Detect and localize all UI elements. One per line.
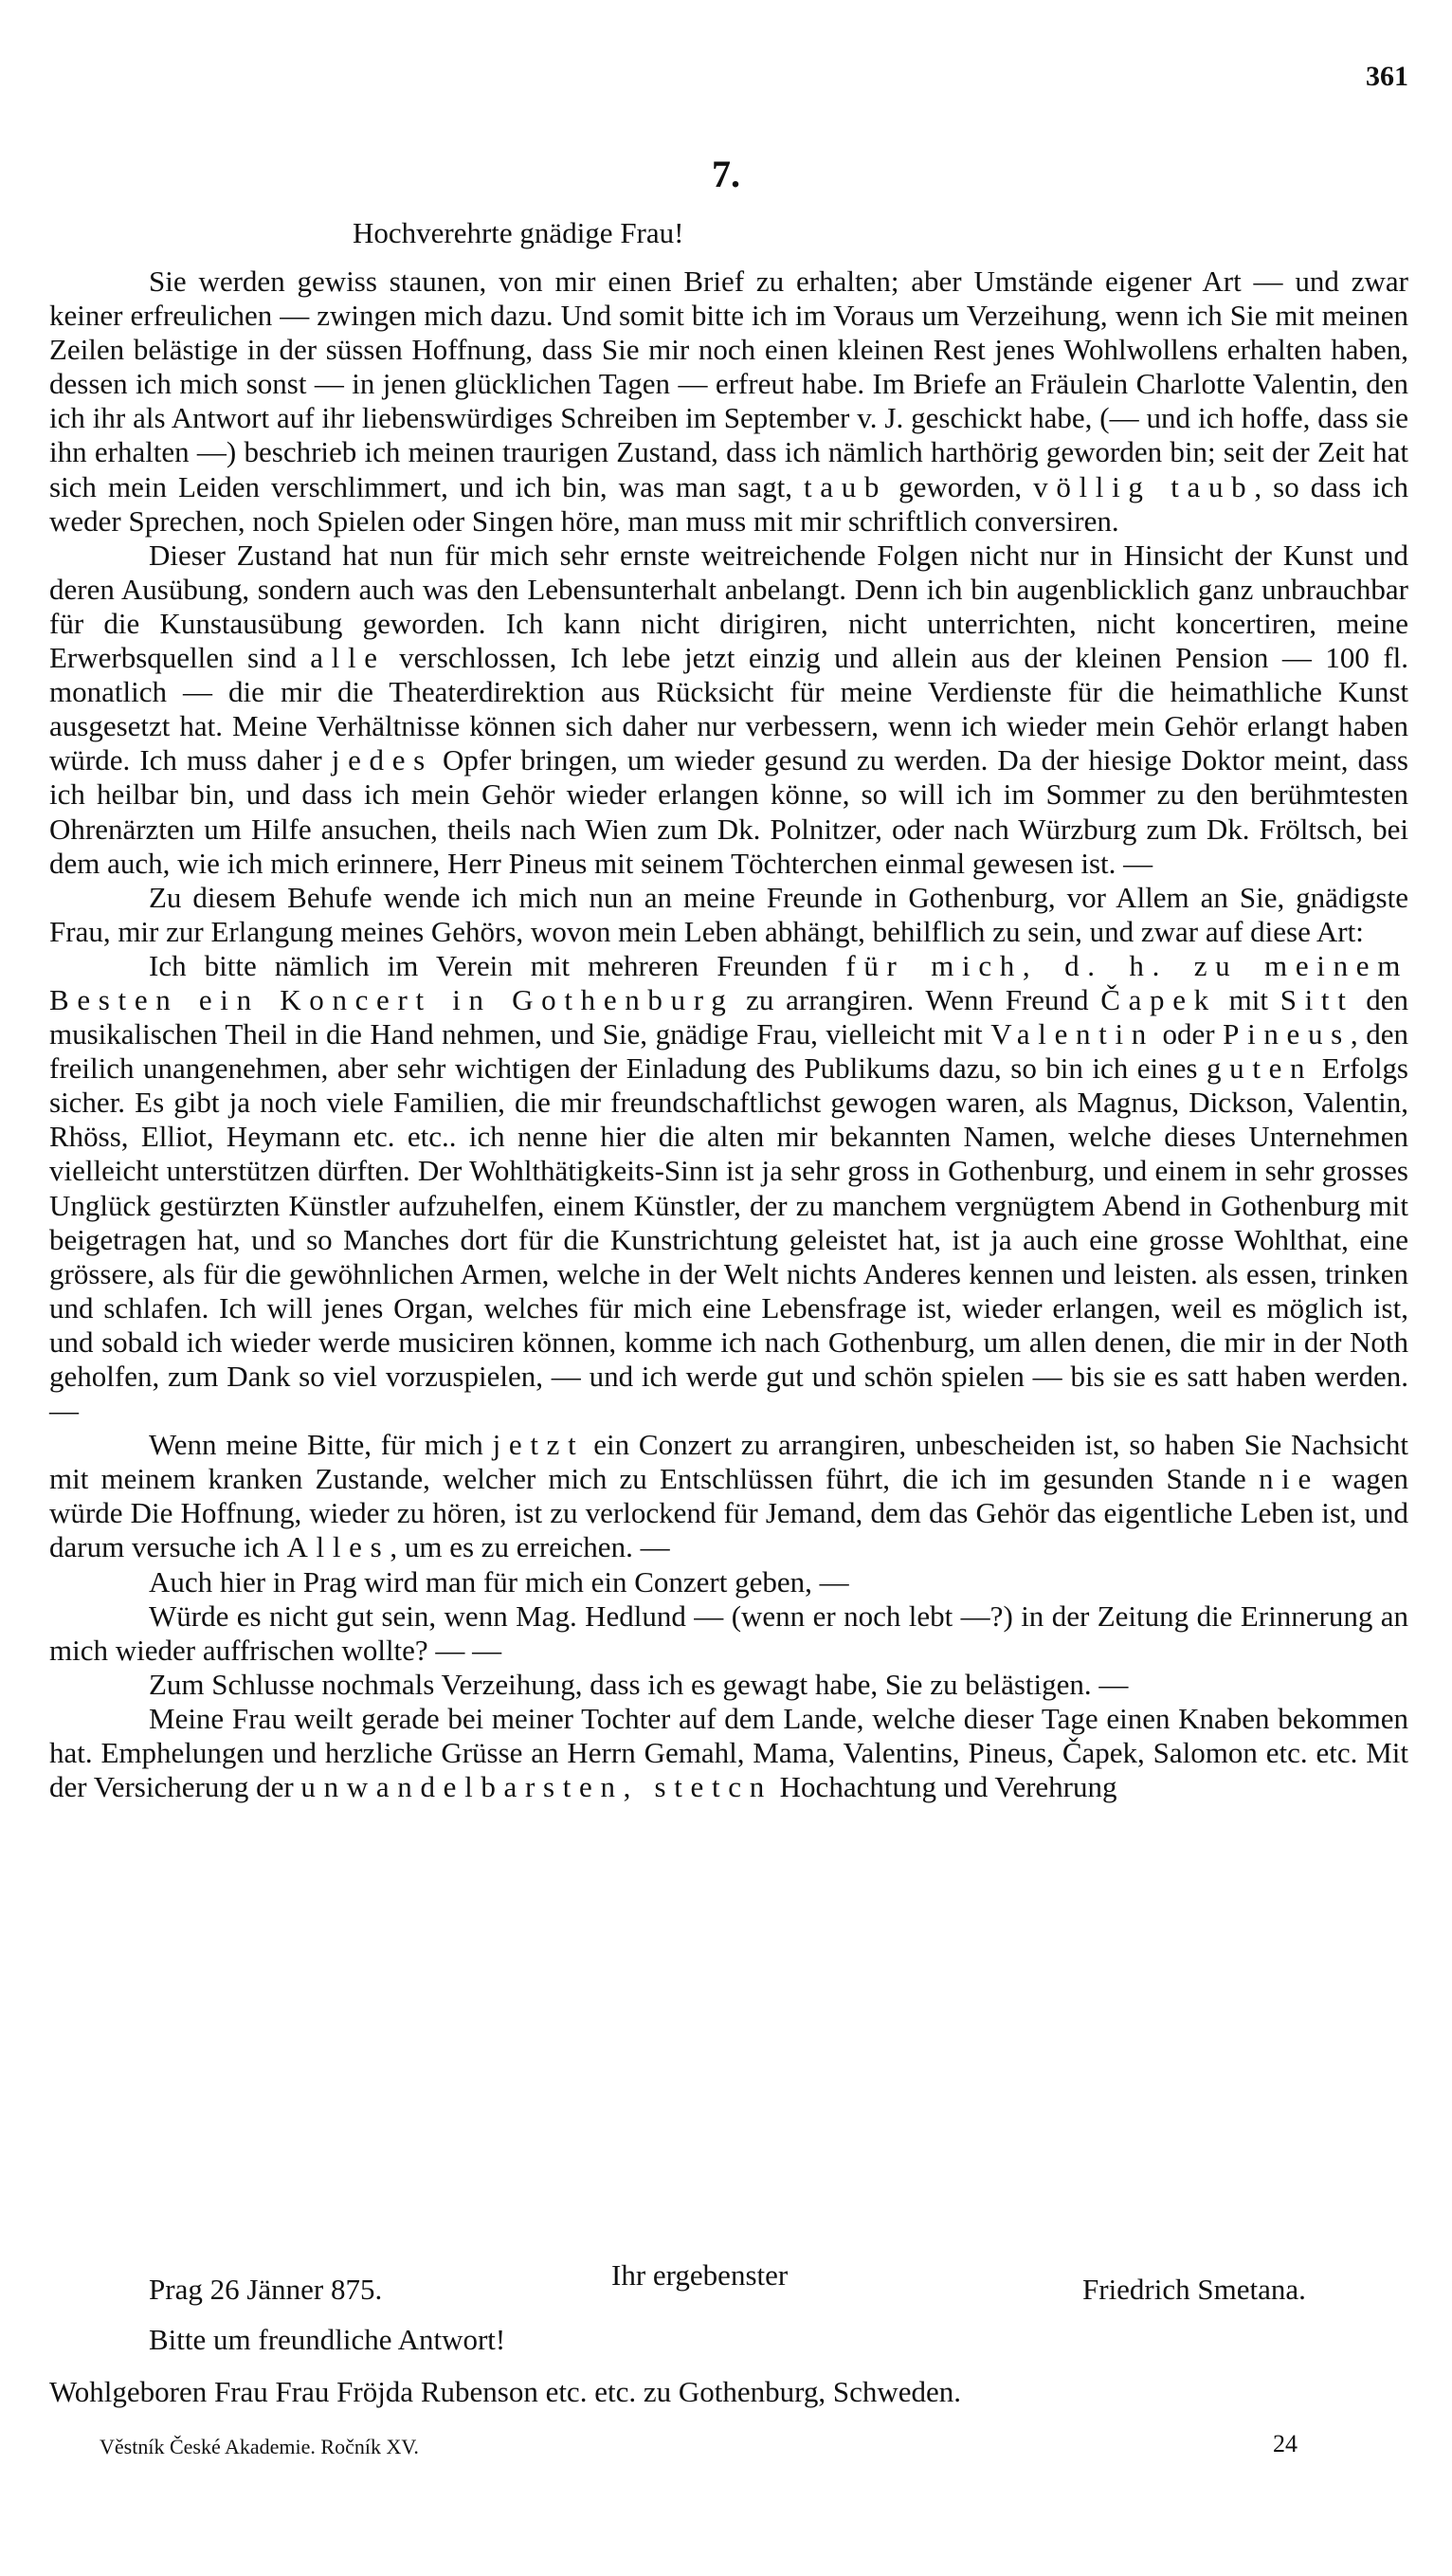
spaced-emphasis: taub — [804, 469, 888, 503]
letter-paragraph — [49, 881, 1408, 949]
text-run: Würde es nicht gut sein, wenn Mag. Hedlund — (wenn er noch lebt —?) in der Zeitung die Erinnerung an mich wieder auffrischen wollte? — — — [49, 1599, 1408, 1667]
text-run: den musikalischen Theil in die Hand nehmen, und Sie, gnädige Frau, vielleicht mit — [49, 982, 1408, 1051]
letter-paragraph — [49, 1565, 1408, 1599]
text-run: Erfolgs sicher. Es gibt ja noch viele Familien, die mir freundschaftlichst gewogen waren, als Magnus, Dickson, Valentin, Rhöss, Elliot, Heymann etc. etc.. ich nenne hier die alten mir bekannten Namen, welche dieses Unternehmen vielleicht unterstützen dürften. Der Wohlthätigkeits-Sinn ist ja sehr gross in Gothenburg, und einem in sehr grosses Unglück gestürzten Künstler aufzuhelfen, einem Künstler, der zu manchem vergnügtem Abend in Gothenburg mit beigetragen hat, und so Manches dort für die Kunstrichtung geleistet hat, ist ja auch eine grosse Wohlthat, eine grössere, als für die gewöhnlichen Armen, welche in der Welt nichts Anderes kennen und leisten. als essen, trinken und schlafen. Ich will jenes Organ, welches für mich eine Lebensfrage ist, wieder erlangen, weil es möglich ist, und sobald ich wieder werde musiciren können, komme ich nach Gothenburg, um allen denen, die mir in der Noth geholfen, zum Dank so viel vorzuspielen, — und ich werde gut und schön spielen — bis sie es satt haben werden. — — [49, 1051, 1408, 1428]
spaced-emphasis: völlig taub — [1033, 469, 1255, 503]
letter-paragraph — [49, 539, 1408, 881]
spaced-emphasis: Čapek — [1100, 982, 1217, 1016]
text-run: geworden, — [887, 469, 1034, 503]
text-run: wagen würde Die Hoffnung, wieder zu hören, ist zu verlockend für Jemand, dem das Gehör das eigentliche Leben ist, und darum versuche ich — [49, 1462, 1409, 1564]
letter-paragraph — [49, 1428, 1408, 1564]
spaced-emphasis: jetzt — [492, 1428, 585, 1462]
letter-paragraph — [49, 1599, 1408, 1668]
spaced-emphasis: Valentin — [990, 1017, 1154, 1051]
text-run: ein Conzert zu arrangiren, unbescheiden ist, so haben Sie Nachsicht mit meinem kranken Zustande, welcher mich zu Entschlüssen führt, die ich im gesunden Stande — [49, 1428, 1408, 1496]
text-run: zu arrangiren. Wenn Freund — [734, 982, 1101, 1016]
footer-sheet-number: 24 — [1273, 2430, 1298, 2457]
salutation: Hochverehrte gnädige Frau! — [353, 216, 684, 249]
spaced-emphasis: Sitt — [1280, 982, 1354, 1016]
spaced-emphasis: nie — [1259, 1462, 1319, 1496]
text-run: , so dass ich weder Sprechen, noch Spielen oder Singen höre, man muss mit mir schriftlich conversiren. — [49, 469, 1408, 538]
text-run: Wenn meine Bitte, für mich — [149, 1428, 493, 1462]
letter-number: 7. — [712, 153, 740, 195]
postscript: Bitte um freundliche Antwort! — [149, 2323, 506, 2356]
text-run: Auch hier in Prag wird man für mich ein Conzert geben, — — [149, 1564, 849, 1599]
text-run: Hochachtung und Verehrung — [771, 1770, 1117, 1804]
letter-body — [49, 265, 1408, 1804]
signature: Friedrich Smetana. — [1082, 2273, 1306, 2306]
letter-paragraph — [49, 265, 1408, 539]
text-run: , den freilich unangenehmen, aber sehr wichtigen der Einladung des Publikums dazu, so bin ich eines — [49, 1017, 1408, 1086]
text-run: oder — [1153, 1017, 1224, 1051]
spaced-emphasis: alle — [310, 641, 386, 675]
text-run: verschlossen, Ich lebe jetzt einzig und allein aus der kleinen Pension — 100 fl. monatlich — die mir die Theaterdirektion aus Rücksicht für meine Verdienste für die heimathliche Kunst ausgesetzt hat. Meine Verhältnisse können sich daher nur verbessern, wenn ich wieder mein Gehör erlangt haben würde. Ich muss daher — [49, 641, 1409, 777]
spaced-emphasis: Pineus — [1223, 1017, 1351, 1051]
closing-place-date: Prag 26 Jänner 875. — [149, 2273, 383, 2306]
text-run: , um es zu erreichen. — — [390, 1530, 670, 1564]
text-run: Zu diesem Behufe wende ich mich nun an meine Freunde in Gothenburg, vor Allem an Sie, gnädigste Frau, mir zur Erlangung meines Gehörs, wovon mein Leben abhängt, behilflich zu sein, und zwar auf diese Art: — [49, 880, 1408, 948]
text-run: mit — [1216, 982, 1280, 1016]
spaced-emphasis: Alles — [286, 1530, 390, 1564]
spaced-emphasis: für mich, d. h. zu meinem Besten ein Koncert in Gothenburg — [49, 948, 1408, 1016]
spaced-emphasis: unwandelbarsten, stetcn — [300, 1770, 772, 1804]
letter-paragraph — [49, 1668, 1408, 1702]
text-run: Dieser Zustand hat nun für mich sehr ernste weitreichende Folgen nicht nur in Hinsicht der Kunst und deren Ausübung, sondern auch was den Lebensunterhalt anbelangt. Denn ich bin augenblicklich ganz unbrauchbar für die Kunstausübung geworden. Ich kann nicht dirigiren, nicht unterrichten, nicht koncertiren, meine Erwerbsquellen sind — [49, 538, 1408, 675]
closing-regards: Ihr ergebenster — [611, 2258, 789, 2292]
text-run: Zum Schlusse nochmals Verzeihung, dass ich es gewagt habe, Sie zu belästigen. — — [149, 1667, 1129, 1701]
letter-paragraph — [49, 1702, 1408, 1804]
text-run: Meine Frau weilt gerade bei meiner Tochter auf dem Lande, welche dieser Tage einen Knaben bekommen hat. Emphelungen und herzliche Grüsse an Herrn Gemahl, Mama, Valentins, Pineus, Čapek, Salomon etc. etc. Mit der Versicherung der — [49, 1701, 1408, 1804]
text-run: Ich bitte nämlich im Verein mit mehreren Freunden — [149, 948, 846, 982]
text-run: Opfer bringen, um wieder gesund zu werden. Da der hiesige Doktor meint, dass ich heilbar bin, und dass ich mein Gehör wieder erlangen könne, so will ich im Sommer zu den berühmtesten Ohrenärzten um Hilfe ansuchen, theils nach Wien zum Dk. Polnitzer, oder nach Würzburg zum Dk. Fröltsch, bei dem auch, wie ich mich erinnere, Herr Pineus mit seinem Töchterchen einmal gewesen ist. — — [49, 743, 1408, 880]
spaced-emphasis: jedes — [331, 743, 433, 777]
letter-paragraph — [49, 949, 1408, 1428]
page-number: 361 — [1366, 61, 1408, 92]
footer-journal: Věstník České Akademie. Ročník XV. — [100, 2435, 419, 2458]
recipient-address: Wohlgeboren Frau Frau Fröjda Rubenson etc. etc. zu Gothenburg, Schweden. — [49, 2375, 962, 2408]
text-run: Sie werden gewiss staunen, von mir einen Brief zu erhalten; aber Umstände eigener Art — und zwar keiner erfreulichen — zwingen mich dazu. Und somit bitte ich im Voraus um Verzeihung, wenn ich Sie mit meinen Zeilen belästige in der süssen Hoffnung, dass Sie mir noch einen kleinen Rest jenes Wohlwollens erhalten haben, dessen ich mich sonst — in jenen glücklichen Tagen — erfreut habe. Im Briefe an Fräulein Charlotte Valentin, den ich ihr als Antwort auf ihr liebenswürdiges Schreiben im September v. J. geschickt habe, (— und ich hoffe, dass sie ihn erhalten —) beschrieb ich meinen traurigen Zustand, dass ich nämlich harthörig geworden bin; seit der Zeit hat sich mein Leiden verschlimmert, und ich bin, was man sagt, — [49, 265, 1408, 503]
spaced-emphasis: guten — [1206, 1051, 1314, 1086]
